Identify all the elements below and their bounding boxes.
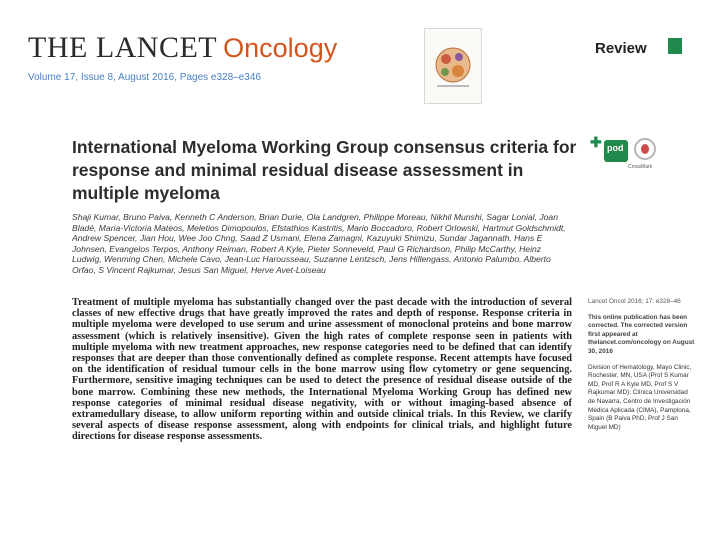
pod-label: pod [607, 143, 624, 153]
article-title: International Myeloma Working Group consensus criteria for response and minimal residual disease assessment in multiple myeloma [72, 137, 577, 203]
pod-audio-icon[interactable] [604, 140, 628, 162]
article-sidebar [588, 298, 696, 466]
abstract-text: Treatment of multiple myeloma has substantially changed over the past decade with the introduction of several classes of new effective drugs that have greatly improved the rates and depth of response. Response criteria in multiple myeloma were developed to use serum and urine assessment of monoclonal proteins and bone marrow assessment (which is relatively insensitive). Given the high rates of complete response seen in patients with multiple myeloma with new treatment approaches, new response categories need to be defined that can identify responses that are deeper than those conventionally defined as complete response. Recent attempts have focused on the identification of residual tumour cells in the bone marrow using flow cytometry or gene sequencing. Furthermore, sensitive imaging techniques can be used to detect the presence of residual disease outside of the bone marrow. Combining these new methods, the International Myeloma Working Group has defined new response categories of minimal residual disease negativity, with or without imaging-based absence of extramedullary disease, to allow uniform reporting within and outside clinical trials. In this Review, we clarify several aspects of disease response assessment, along with endpoints for clinical trials, and highlight future directions for disease response assessments. [72, 297, 572, 443]
journal-masthead[interactable] [28, 30, 337, 66]
author-list: Shaji Kumar, Bruno Paiva, Kenneth C Anderson, Brian Durie, Ola Landgren, Philippe Moreau, Nikhil Munshi, Sagar Lonial, Joan Bladé, Maria-Victoria Mateos, Meletios Dimopoulos, Efstathios Kastritis, Mario Boccadoro, Robert Orlowski, Hartmut Goldschmidt, Andrew Spencer, Jian Hou, Wee Joo Chng, Saad Z Usmani, Elena Zamagni, Kazuyuki Shimizu, Sundar Jagannath, Hans E Johnsen, Evangelos Terpos, Anthony Reiman, Robert A Kyle, Pieter Sonneveld, Paul G Richardson, Philip McCarthy, Heinz Ludwig, Wenming Chen, Michele Cavo, Jean-Luc Harousseau, Suzanne Lentzsch, Jens Hillengass, Antonio Palumbo, Alberto Orfao, S Vincent Rajkumar, Jesus San Miguel, Herve Avet-Loiseau [72, 212, 566, 275]
section-label: Review [595, 40, 647, 57]
section-marker [668, 38, 682, 54]
affiliation: Division of Hematology, Mayo Clinic, Rochester, MN, USA (Prof S Kumar MD, Prof R A Kyle MD, Prof S V Rajkumar MD); Clínica Universidad de Navarra, Centro de Investigación Médica Aplicada (CIMA), Pamplona, Spain (B Paiva PhD, Prof J San Miguel MD) [588, 363, 692, 431]
crossmark-label: CrossMark [628, 164, 653, 170]
citation: Lancet Oncol 2016; 17: e328–46 [588, 298, 681, 305]
journal-name: THE LANCET [28, 31, 218, 64]
correction-note: This online publication has been corrected. The corrected version first appeared at thelancet.com/oncology on August 30, 2016 [588, 313, 695, 355]
journal-cover-thumbnail-icon[interactable] [424, 28, 482, 104]
issue-line[interactable]: Volume 17, Issue 8, August 2016, Pages e328–e346 [28, 72, 261, 83]
oa-plus-icon[interactable]: ✚ [590, 134, 602, 150]
cover-illustration-icon [431, 41, 475, 91]
journal-subtitle: Oncology [223, 33, 338, 63]
article-badges [588, 134, 658, 174]
crossmark-icon[interactable] [634, 138, 656, 160]
